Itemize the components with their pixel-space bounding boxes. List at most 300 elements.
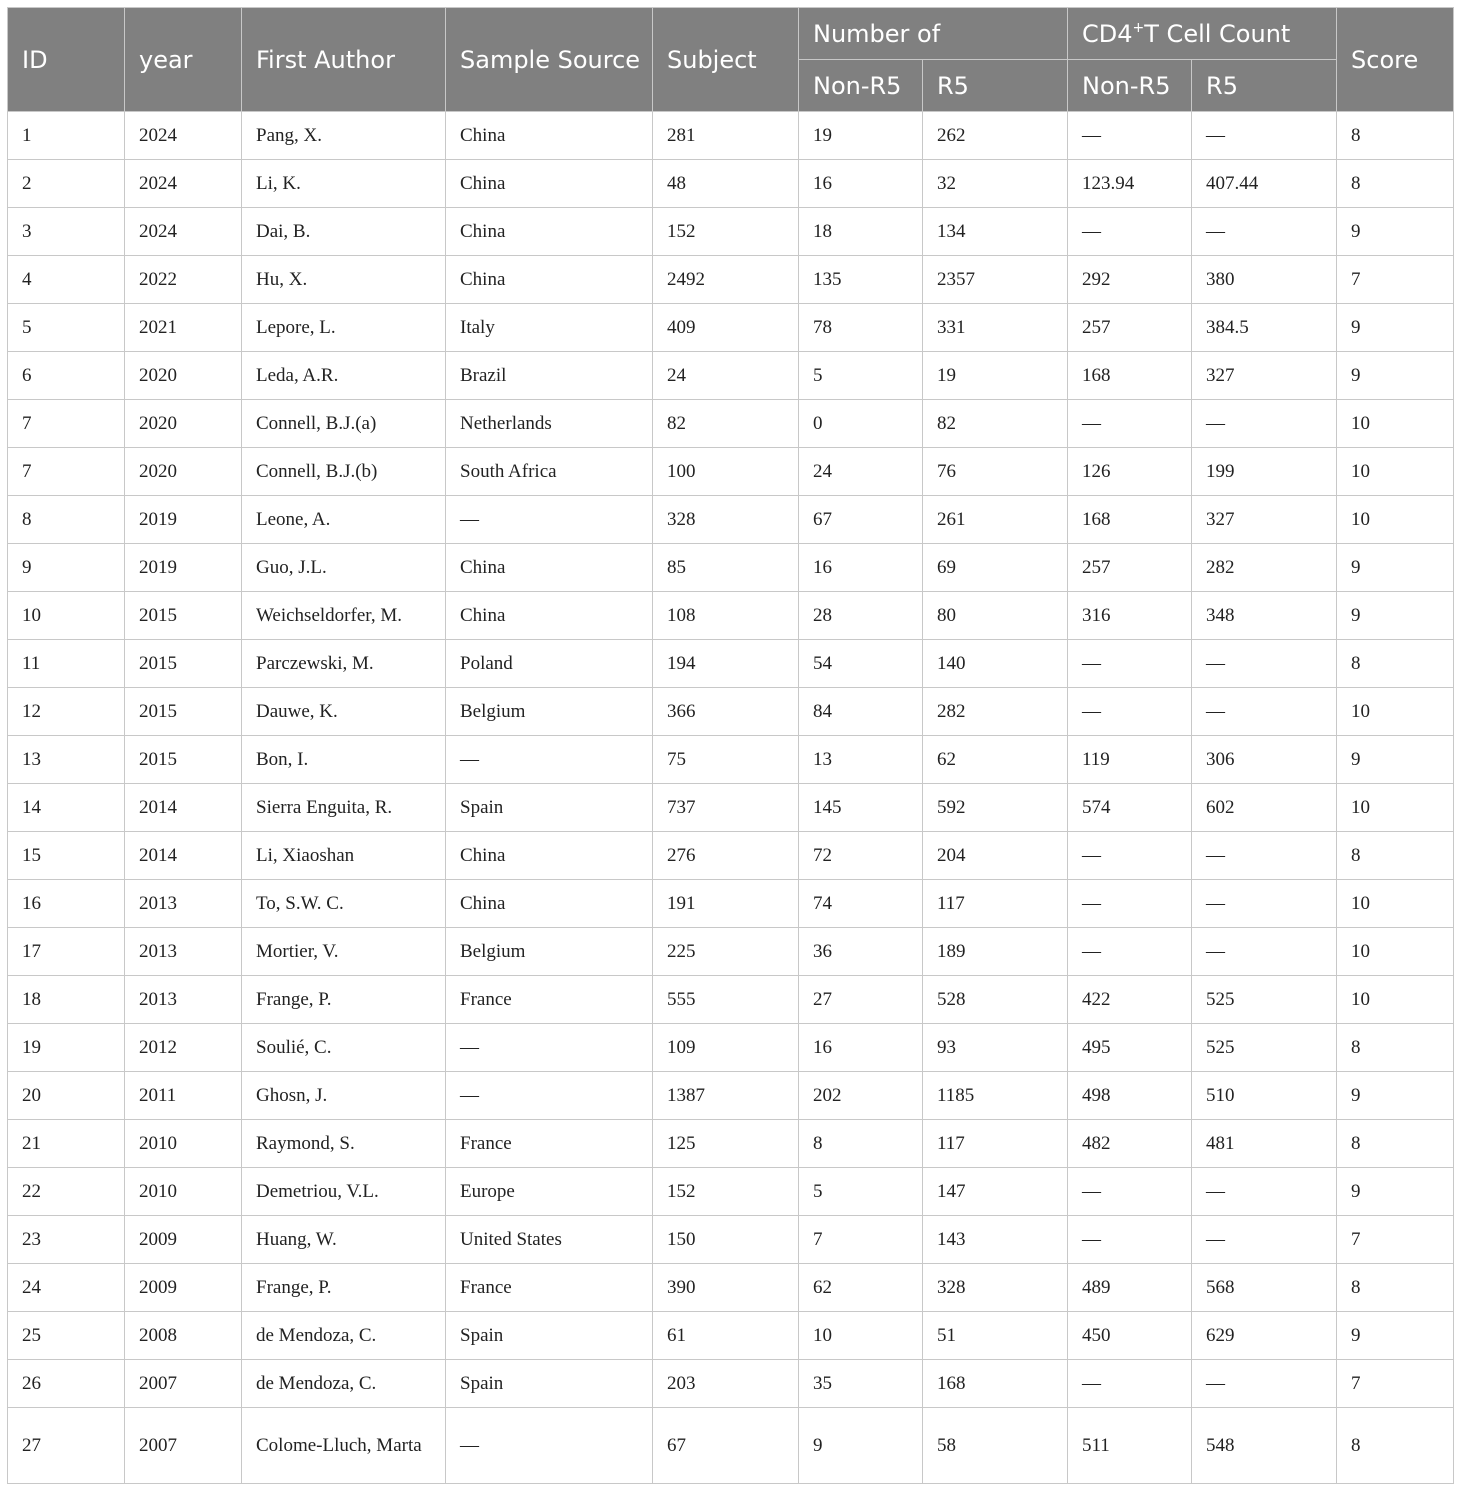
cell-id: 15 [8, 832, 125, 880]
cell-subject: 150 [653, 1216, 799, 1264]
cell-first-author: Lepore, L. [242, 304, 446, 352]
cell-cd4-non-r5: — [1068, 112, 1192, 160]
cell-number-non-r5: 67 [799, 496, 923, 544]
table-row [8, 352, 1454, 400]
cell-first-author: Guo, J.L. [242, 544, 446, 592]
cell-number-non-r5: 5 [799, 352, 923, 400]
cell-number-r5: 80 [923, 592, 1068, 640]
cell-first-author: Frange, P. [242, 1264, 446, 1312]
cell-score: 7 [1337, 1360, 1454, 1408]
cell-number-r5: 62 [923, 736, 1068, 784]
cell-subject: 225 [653, 928, 799, 976]
cell-cd4-non-r5: 482 [1068, 1120, 1192, 1168]
cell-sample-source: Italy [446, 304, 653, 352]
cell-first-author: Bon, I. [242, 736, 446, 784]
cell-cd4-r5: 525 [1192, 976, 1337, 1024]
cell-id: 4 [8, 256, 125, 304]
table-body [8, 112, 1454, 1484]
table-row [8, 448, 1454, 496]
cell-cd4-non-r5: 292 [1068, 256, 1192, 304]
cell-cd4-non-r5: 316 [1068, 592, 1192, 640]
cell-score: 9 [1337, 352, 1454, 400]
cell-sample-source: — [446, 736, 653, 784]
cell-year: 2013 [125, 880, 242, 928]
cell-cd4-non-r5: — [1068, 1216, 1192, 1264]
cell-cd4-non-r5: 168 [1068, 496, 1192, 544]
cell-number-non-r5: 9 [799, 1408, 923, 1484]
cell-cd4-non-r5: 123.94 [1068, 160, 1192, 208]
cell-number-r5: 204 [923, 832, 1068, 880]
cell-first-author: Pang, X. [242, 112, 446, 160]
cell-number-non-r5: 145 [799, 784, 923, 832]
cell-id: 16 [8, 880, 125, 928]
cell-subject: 48 [653, 160, 799, 208]
header-cd4-r5: R5 [1192, 60, 1337, 112]
cell-first-author: Connell, B.J.(a) [242, 400, 446, 448]
cell-cd4-r5: — [1192, 832, 1337, 880]
cell-id: 17 [8, 928, 125, 976]
cell-cd4-r5: — [1192, 112, 1337, 160]
cell-cd4-r5: 327 [1192, 496, 1337, 544]
cell-sample-source: Belgium [446, 688, 653, 736]
cell-number-non-r5: 35 [799, 1360, 923, 1408]
cell-id: 25 [8, 1312, 125, 1360]
cell-subject: 737 [653, 784, 799, 832]
cell-first-author: de Mendoza, C. [242, 1312, 446, 1360]
cell-subject: 555 [653, 976, 799, 1024]
cell-subject: 125 [653, 1120, 799, 1168]
cell-cd4-r5: — [1192, 1360, 1337, 1408]
cell-number-r5: 19 [923, 352, 1068, 400]
cell-sample-source: China [446, 208, 653, 256]
cell-id: 24 [8, 1264, 125, 1312]
table-row [8, 928, 1454, 976]
cell-cd4-r5: — [1192, 688, 1337, 736]
cell-score: 10 [1337, 448, 1454, 496]
cell-year: 2015 [125, 640, 242, 688]
studies-table [7, 7, 1454, 1484]
cell-cd4-non-r5: — [1068, 1360, 1192, 1408]
cell-id: 27 [8, 1408, 125, 1484]
cell-subject: 75 [653, 736, 799, 784]
cell-cd4-non-r5: 574 [1068, 784, 1192, 832]
cell-score: 9 [1337, 1312, 1454, 1360]
cell-number-r5: 76 [923, 448, 1068, 496]
header-first-author: First Author [242, 8, 446, 112]
cell-cd4-non-r5: — [1068, 208, 1192, 256]
cell-id: 14 [8, 784, 125, 832]
cd4-suffix: T Cell Count [1144, 19, 1291, 48]
cell-first-author: Parczewski, M. [242, 640, 446, 688]
cell-id: 20 [8, 1072, 125, 1120]
cell-number-r5: 117 [923, 880, 1068, 928]
table-row [8, 160, 1454, 208]
cell-cd4-r5: 348 [1192, 592, 1337, 640]
cell-cd4-non-r5: 119 [1068, 736, 1192, 784]
table-row [8, 112, 1454, 160]
cell-number-non-r5: 13 [799, 736, 923, 784]
cell-year: 2019 [125, 496, 242, 544]
cell-year: 2014 [125, 832, 242, 880]
cell-score: 8 [1337, 160, 1454, 208]
cell-first-author: Demetriou, V.L. [242, 1168, 446, 1216]
cell-id: 13 [8, 736, 125, 784]
table-row [8, 1312, 1454, 1360]
table-row [8, 496, 1454, 544]
cell-score: 8 [1337, 640, 1454, 688]
cell-year: 2024 [125, 112, 242, 160]
cell-number-r5: 134 [923, 208, 1068, 256]
cell-sample-source: China [446, 112, 653, 160]
cell-year: 2015 [125, 592, 242, 640]
cell-first-author: Frange, P. [242, 976, 446, 1024]
table-row [8, 976, 1454, 1024]
cell-id: 19 [8, 1024, 125, 1072]
header-cd4-count [1068, 8, 1337, 60]
cell-id: 12 [8, 688, 125, 736]
cell-number-non-r5: 16 [799, 544, 923, 592]
cell-first-author: Hu, X. [242, 256, 446, 304]
cell-sample-source: United States [446, 1216, 653, 1264]
cell-first-author: Raymond, S. [242, 1120, 446, 1168]
cell-cd4-non-r5: — [1068, 400, 1192, 448]
cell-sample-source: China [446, 880, 653, 928]
cell-id: 9 [8, 544, 125, 592]
cell-cd4-non-r5: 495 [1068, 1024, 1192, 1072]
cell-sample-source: — [446, 1408, 653, 1484]
cell-score: 10 [1337, 976, 1454, 1024]
cell-cd4-r5: 327 [1192, 352, 1337, 400]
cell-id: 5 [8, 304, 125, 352]
cell-year: 2015 [125, 736, 242, 784]
cell-id: 7 [8, 400, 125, 448]
header-number-r5: R5 [923, 60, 1068, 112]
cell-cd4-non-r5: — [1068, 688, 1192, 736]
cell-sample-source: Spain [446, 784, 653, 832]
header-sample-source: Sample Source [446, 8, 653, 112]
cell-score: 9 [1337, 592, 1454, 640]
cell-number-r5: 189 [923, 928, 1068, 976]
cell-score: 8 [1337, 832, 1454, 880]
cell-year: 2008 [125, 1312, 242, 1360]
cell-number-r5: 282 [923, 688, 1068, 736]
cell-first-author: Mortier, V. [242, 928, 446, 976]
table-row [8, 304, 1454, 352]
cell-score: 7 [1337, 256, 1454, 304]
cell-cd4-non-r5: — [1068, 928, 1192, 976]
cell-year: 2020 [125, 448, 242, 496]
cell-year: 2010 [125, 1120, 242, 1168]
cell-year: 2014 [125, 784, 242, 832]
cell-subject: 152 [653, 208, 799, 256]
header-cd4-non-r5: Non-R5 [1068, 60, 1192, 112]
cell-sample-source: France [446, 976, 653, 1024]
cell-subject: 276 [653, 832, 799, 880]
cell-sample-source: China [446, 544, 653, 592]
cell-sample-source: — [446, 1024, 653, 1072]
cell-score: 9 [1337, 1168, 1454, 1216]
cell-subject: 100 [653, 448, 799, 496]
cell-number-non-r5: 0 [799, 400, 923, 448]
cell-number-r5: 261 [923, 496, 1068, 544]
cell-number-non-r5: 28 [799, 592, 923, 640]
cell-number-non-r5: 72 [799, 832, 923, 880]
cell-first-author: Colome-Lluch, Marta [242, 1408, 446, 1484]
cell-score: 10 [1337, 688, 1454, 736]
table-row [8, 400, 1454, 448]
cell-cd4-r5: 384.5 [1192, 304, 1337, 352]
cell-score: 10 [1337, 880, 1454, 928]
cell-year: 2010 [125, 1168, 242, 1216]
cell-year: 2024 [125, 160, 242, 208]
cell-cd4-non-r5: 257 [1068, 304, 1192, 352]
cell-cd4-r5: 407.44 [1192, 160, 1337, 208]
cell-number-non-r5: 8 [799, 1120, 923, 1168]
table-row [8, 784, 1454, 832]
cell-number-r5: 82 [923, 400, 1068, 448]
cell-score: 8 [1337, 1264, 1454, 1312]
table-row [8, 736, 1454, 784]
cell-number-r5: 168 [923, 1360, 1068, 1408]
cell-number-non-r5: 16 [799, 1024, 923, 1072]
cell-first-author: Connell, B.J.(b) [242, 448, 446, 496]
cell-number-non-r5: 62 [799, 1264, 923, 1312]
cell-number-non-r5: 84 [799, 688, 923, 736]
table-row [8, 1216, 1454, 1264]
cell-number-non-r5: 10 [799, 1312, 923, 1360]
cell-id: 2 [8, 160, 125, 208]
cell-cd4-r5: 380 [1192, 256, 1337, 304]
cell-subject: 409 [653, 304, 799, 352]
cell-subject: 152 [653, 1168, 799, 1216]
header-id: ID [8, 8, 125, 112]
cell-subject: 82 [653, 400, 799, 448]
cell-year: 2022 [125, 256, 242, 304]
cell-cd4-r5: — [1192, 1168, 1337, 1216]
cell-id: 3 [8, 208, 125, 256]
cell-id: 18 [8, 976, 125, 1024]
cell-score: 8 [1337, 1408, 1454, 1484]
cell-sample-source: Europe [446, 1168, 653, 1216]
cell-score: 9 [1337, 304, 1454, 352]
cell-sample-source: China [446, 160, 653, 208]
cell-cd4-non-r5: 489 [1068, 1264, 1192, 1312]
cell-cd4-non-r5: — [1068, 832, 1192, 880]
cell-year: 2019 [125, 544, 242, 592]
cell-sample-source: China [446, 256, 653, 304]
cell-number-r5: 147 [923, 1168, 1068, 1216]
cell-score: 10 [1337, 928, 1454, 976]
cell-number-non-r5: 19 [799, 112, 923, 160]
cell-score: 10 [1337, 784, 1454, 832]
cell-number-non-r5: 18 [799, 208, 923, 256]
cell-cd4-r5: 602 [1192, 784, 1337, 832]
cell-year: 2007 [125, 1408, 242, 1484]
cell-number-r5: 143 [923, 1216, 1068, 1264]
cell-number-non-r5: 7 [799, 1216, 923, 1264]
cell-year: 2009 [125, 1216, 242, 1264]
cell-cd4-non-r5: 498 [1068, 1072, 1192, 1120]
cell-cd4-r5: 306 [1192, 736, 1337, 784]
cell-cd4-r5: — [1192, 640, 1337, 688]
cell-year: 2013 [125, 976, 242, 1024]
cell-number-r5: 117 [923, 1120, 1068, 1168]
cell-number-non-r5: 27 [799, 976, 923, 1024]
cell-sample-source: Belgium [446, 928, 653, 976]
cell-number-non-r5: 135 [799, 256, 923, 304]
cell-subject: 366 [653, 688, 799, 736]
cell-id: 26 [8, 1360, 125, 1408]
cell-cd4-r5: — [1192, 880, 1337, 928]
cell-sample-source: China [446, 832, 653, 880]
cell-first-author: Dai, B. [242, 208, 446, 256]
cell-number-non-r5: 36 [799, 928, 923, 976]
cell-id: 6 [8, 352, 125, 400]
cell-id: 11 [8, 640, 125, 688]
cell-score: 9 [1337, 544, 1454, 592]
cell-number-r5: 32 [923, 160, 1068, 208]
header-number-of: Number of [799, 8, 1068, 60]
cell-number-r5: 331 [923, 304, 1068, 352]
cell-number-r5: 262 [923, 112, 1068, 160]
cell-subject: 61 [653, 1312, 799, 1360]
cell-number-r5: 140 [923, 640, 1068, 688]
cell-score: 9 [1337, 736, 1454, 784]
cell-sample-source: — [446, 496, 653, 544]
cell-first-author: Leone, A. [242, 496, 446, 544]
cell-first-author: Dauwe, K. [242, 688, 446, 736]
cell-first-author: Huang, W. [242, 1216, 446, 1264]
cell-score: 8 [1337, 1120, 1454, 1168]
cell-cd4-non-r5: 450 [1068, 1312, 1192, 1360]
cell-cd4-non-r5: 422 [1068, 976, 1192, 1024]
cell-first-author: Sierra Enguita, R. [242, 784, 446, 832]
cell-first-author: Li, Xiaoshan [242, 832, 446, 880]
cell-number-r5: 69 [923, 544, 1068, 592]
header-subject: Subject [653, 8, 799, 112]
cell-score: 9 [1337, 1072, 1454, 1120]
cell-subject: 85 [653, 544, 799, 592]
cell-sample-source: Poland [446, 640, 653, 688]
table-row [8, 592, 1454, 640]
cell-score: 10 [1337, 496, 1454, 544]
cell-first-author: Leda, A.R. [242, 352, 446, 400]
header-score: Score [1337, 8, 1454, 112]
table-row [8, 208, 1454, 256]
cell-score: 8 [1337, 1024, 1454, 1072]
cell-number-r5: 528 [923, 976, 1068, 1024]
cell-id: 21 [8, 1120, 125, 1168]
cell-year: 2013 [125, 928, 242, 976]
table-row [8, 1408, 1454, 1484]
cell-score: 8 [1337, 112, 1454, 160]
cell-id: 10 [8, 592, 125, 640]
cell-year: 2020 [125, 352, 242, 400]
cell-number-non-r5: 74 [799, 880, 923, 928]
table-row [8, 1264, 1454, 1312]
cell-cd4-r5: — [1192, 1216, 1337, 1264]
table-row [8, 688, 1454, 736]
cell-id: 23 [8, 1216, 125, 1264]
cell-number-non-r5: 24 [799, 448, 923, 496]
cell-cd4-r5: — [1192, 928, 1337, 976]
cell-cd4-r5: 568 [1192, 1264, 1337, 1312]
cell-score: 10 [1337, 400, 1454, 448]
cell-cd4-r5: 282 [1192, 544, 1337, 592]
cell-cd4-r5: 481 [1192, 1120, 1337, 1168]
cell-year: 2012 [125, 1024, 242, 1072]
cell-year: 2011 [125, 1072, 242, 1120]
cell-sample-source: South Africa [446, 448, 653, 496]
cell-first-author: de Mendoza, C. [242, 1360, 446, 1408]
cell-cd4-r5: — [1192, 208, 1337, 256]
cell-number-non-r5: 202 [799, 1072, 923, 1120]
cell-subject: 1387 [653, 1072, 799, 1120]
cell-score: 7 [1337, 1216, 1454, 1264]
cell-number-r5: 93 [923, 1024, 1068, 1072]
cell-cd4-r5: 510 [1192, 1072, 1337, 1120]
cell-cd4-non-r5: 126 [1068, 448, 1192, 496]
cell-cd4-non-r5: — [1068, 1168, 1192, 1216]
cell-number-r5: 328 [923, 1264, 1068, 1312]
cell-cd4-non-r5: 168 [1068, 352, 1192, 400]
table-row [8, 1168, 1454, 1216]
table-row [8, 880, 1454, 928]
header-number-non-r5: Non-R5 [799, 60, 923, 112]
cell-sample-source: Netherlands [446, 400, 653, 448]
cell-number-r5: 592 [923, 784, 1068, 832]
table-row [8, 640, 1454, 688]
cell-number-non-r5: 16 [799, 160, 923, 208]
cell-cd4-non-r5: — [1068, 880, 1192, 928]
cell-year: 2020 [125, 400, 242, 448]
table-row [8, 1024, 1454, 1072]
cell-year: 2021 [125, 304, 242, 352]
cell-number-r5: 51 [923, 1312, 1068, 1360]
table-row [8, 832, 1454, 880]
cell-first-author: Li, K. [242, 160, 446, 208]
cell-subject: 191 [653, 880, 799, 928]
cell-number-r5: 58 [923, 1408, 1068, 1484]
cell-sample-source: — [446, 1072, 653, 1120]
cell-year: 2007 [125, 1360, 242, 1408]
table-header [8, 8, 1454, 112]
cell-id: 8 [8, 496, 125, 544]
cell-cd4-r5: — [1192, 400, 1337, 448]
table-row [8, 1360, 1454, 1408]
cell-number-non-r5: 5 [799, 1168, 923, 1216]
cell-first-author: To, S.W. C. [242, 880, 446, 928]
cell-subject: 108 [653, 592, 799, 640]
cell-cd4-non-r5: 257 [1068, 544, 1192, 592]
cell-subject: 67 [653, 1408, 799, 1484]
cell-sample-source: China [446, 592, 653, 640]
cell-cd4-r5: 548 [1192, 1408, 1337, 1484]
cell-subject: 390 [653, 1264, 799, 1312]
cell-year: 2015 [125, 688, 242, 736]
cell-id: 22 [8, 1168, 125, 1216]
cell-cd4-non-r5: — [1068, 640, 1192, 688]
table-row [8, 544, 1454, 592]
table-row [8, 1072, 1454, 1120]
cell-subject: 328 [653, 496, 799, 544]
cell-subject: 281 [653, 112, 799, 160]
cell-subject: 194 [653, 640, 799, 688]
cell-cd4-r5: 525 [1192, 1024, 1337, 1072]
cell-subject: 2492 [653, 256, 799, 304]
cell-id: 7 [8, 448, 125, 496]
cd4-superscript: + [1132, 19, 1145, 36]
